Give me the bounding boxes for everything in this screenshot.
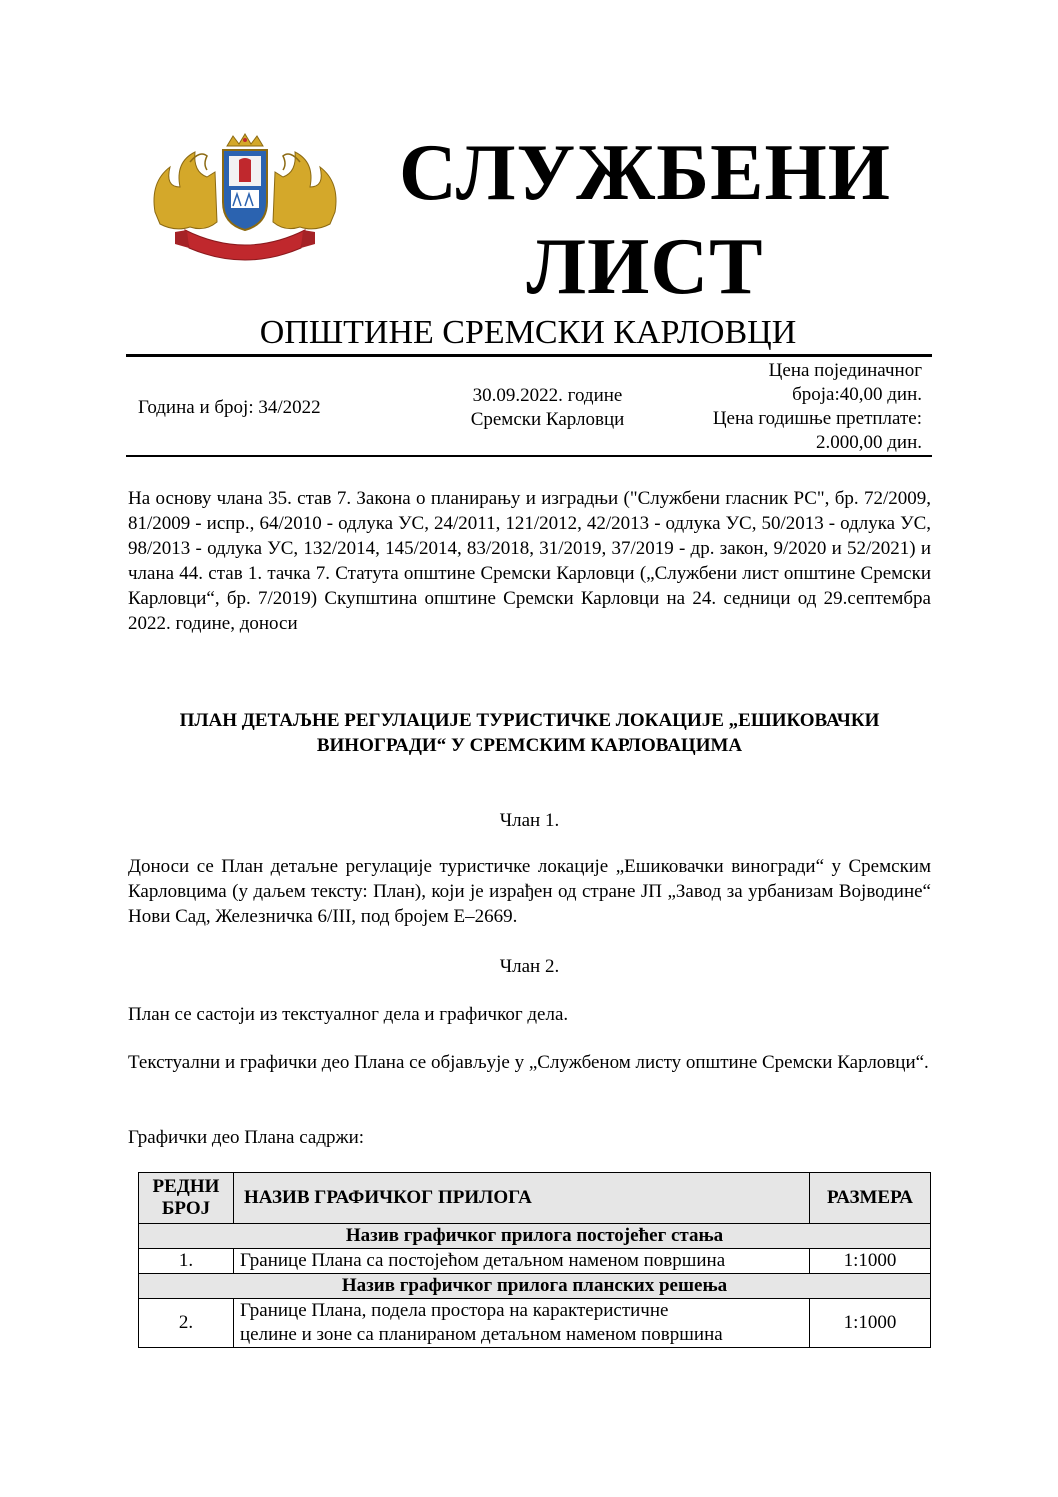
- row-ordinal: 1.: [139, 1249, 234, 1274]
- date-place: [440, 384, 655, 432]
- table-header-row: [139, 1173, 931, 1224]
- graphic-attachments-table: [138, 1172, 931, 1348]
- header-name: НАЗИВ ГРАФИЧКОГ ПРИЛОГА: [234, 1173, 810, 1224]
- row-scale: 1:1000: [810, 1249, 931, 1274]
- header-ordinal-line1: РЕДНИ: [152, 1176, 220, 1197]
- masthead-rule-bottom: [126, 455, 932, 457]
- plan-title-line2: ВИНОГРАДИ“ У СРЕМСКИМ КАРЛОВАЦИМА: [316, 735, 743, 756]
- article2-paragraph2: Текстуални и графички део Плана се објављује у „Службеном листу општине Сремски Карловци“.: [128, 1052, 929, 1073]
- header-ordinal-line2: БРОЈ: [161, 1198, 211, 1219]
- section-existing: Назив графичког прилога постојећег стања: [139, 1224, 931, 1249]
- year-issue: Година и број: 34/2022: [138, 397, 321, 418]
- row-name: Границе Плана са постојећом детаљном наменом површина: [234, 1249, 810, 1274]
- prices: [680, 359, 922, 455]
- coat-of-arms-icon: [145, 132, 345, 264]
- article1-text: Доноси се План детаљне регулације туристичке локације „Ешиковачки виногради“ у Сремским Карловцима (у даљем тексту: План), који је израђен од стране ЈП „Завод за урбанизам Војводине“ Нови Сад, Железничка 6/III, под бројем Е–2669.: [128, 856, 931, 927]
- masthead-subtitle: ОПШТИНЕ СРЕМСКИ КАРЛОВЦИ: [259, 314, 797, 351]
- issue-place: Сремски Карловци: [470, 409, 625, 430]
- row-name-line1: Границе Плана, подела простора на карактеристичне: [240, 1300, 669, 1321]
- article1-heading: Члан 1.: [499, 810, 560, 831]
- masthead-title-line1: СЛУЖБЕНИ: [399, 129, 891, 217]
- table-row: [139, 1299, 931, 1348]
- plan-title: [128, 708, 931, 758]
- price-annual-line2: 2.000,00 дин.: [815, 432, 922, 453]
- row-scale: 1:1000: [810, 1299, 931, 1348]
- price-single-line2: броја:40,00 дин.: [792, 384, 922, 405]
- section-planned: Назив графичког прилога планских решења: [139, 1274, 931, 1299]
- article2-paragraph3: Графички део Плана садржи:: [128, 1127, 365, 1148]
- plan-title-line1: ПЛАН ДЕТАЉНЕ РЕГУЛАЦИЈЕ ТУРИСТИЧКЕ ЛОКАЦИЈЕ „ЕШИКОВАЧКИ: [179, 710, 880, 731]
- preamble-paragraph: На основу члана 35. став 7. Закона о планирању и изградњи ("Службени гласник РС", бр. 72/2009, 81/2009 - испр., 64/2010 - одлука УС, 24/2011, 121/2012, 42/2013 - одлука УС, 50/2013 - одлука УС, 98/2013 - одлука УС, 132/2014, 145/2014, 83/2018, 31/2019, 37/2019 - др. закон, 9/2020 и 52/2021) и члана 44. став 1. тачка 7. Статута општине Сремски Карловци („Службени лист општине Сремски Карловци“, бр. 7/2019) Скупштина општине Сремски Карловци на 24. седници од 29.септембра 2022. године, доноси: [128, 488, 931, 634]
- article2-paragraph1: План се састоји из текстуалног дела и графичког дела.: [128, 1004, 569, 1025]
- row-name-line2: целине и зоне са планираном детаљном наменом површина: [240, 1324, 723, 1345]
- price-single-line1: Цена појединачног: [768, 360, 922, 381]
- issue-date: 30.09.2022. године: [472, 385, 623, 406]
- header-scale: РАЗМЕРА: [810, 1173, 931, 1224]
- table-row: [139, 1249, 931, 1274]
- table-section-row: [139, 1224, 931, 1249]
- header-ordinal: [139, 1173, 234, 1224]
- article2-heading: Члан 2.: [499, 956, 560, 977]
- table-section-row: [139, 1274, 931, 1299]
- masthead-rule-top: [126, 354, 932, 357]
- row-ordinal: 2.: [139, 1299, 234, 1348]
- price-annual-line1: Цена годишње претплате:: [712, 408, 922, 429]
- row-name: [234, 1299, 810, 1348]
- masthead-title-line2: ЛИСТ: [526, 223, 764, 311]
